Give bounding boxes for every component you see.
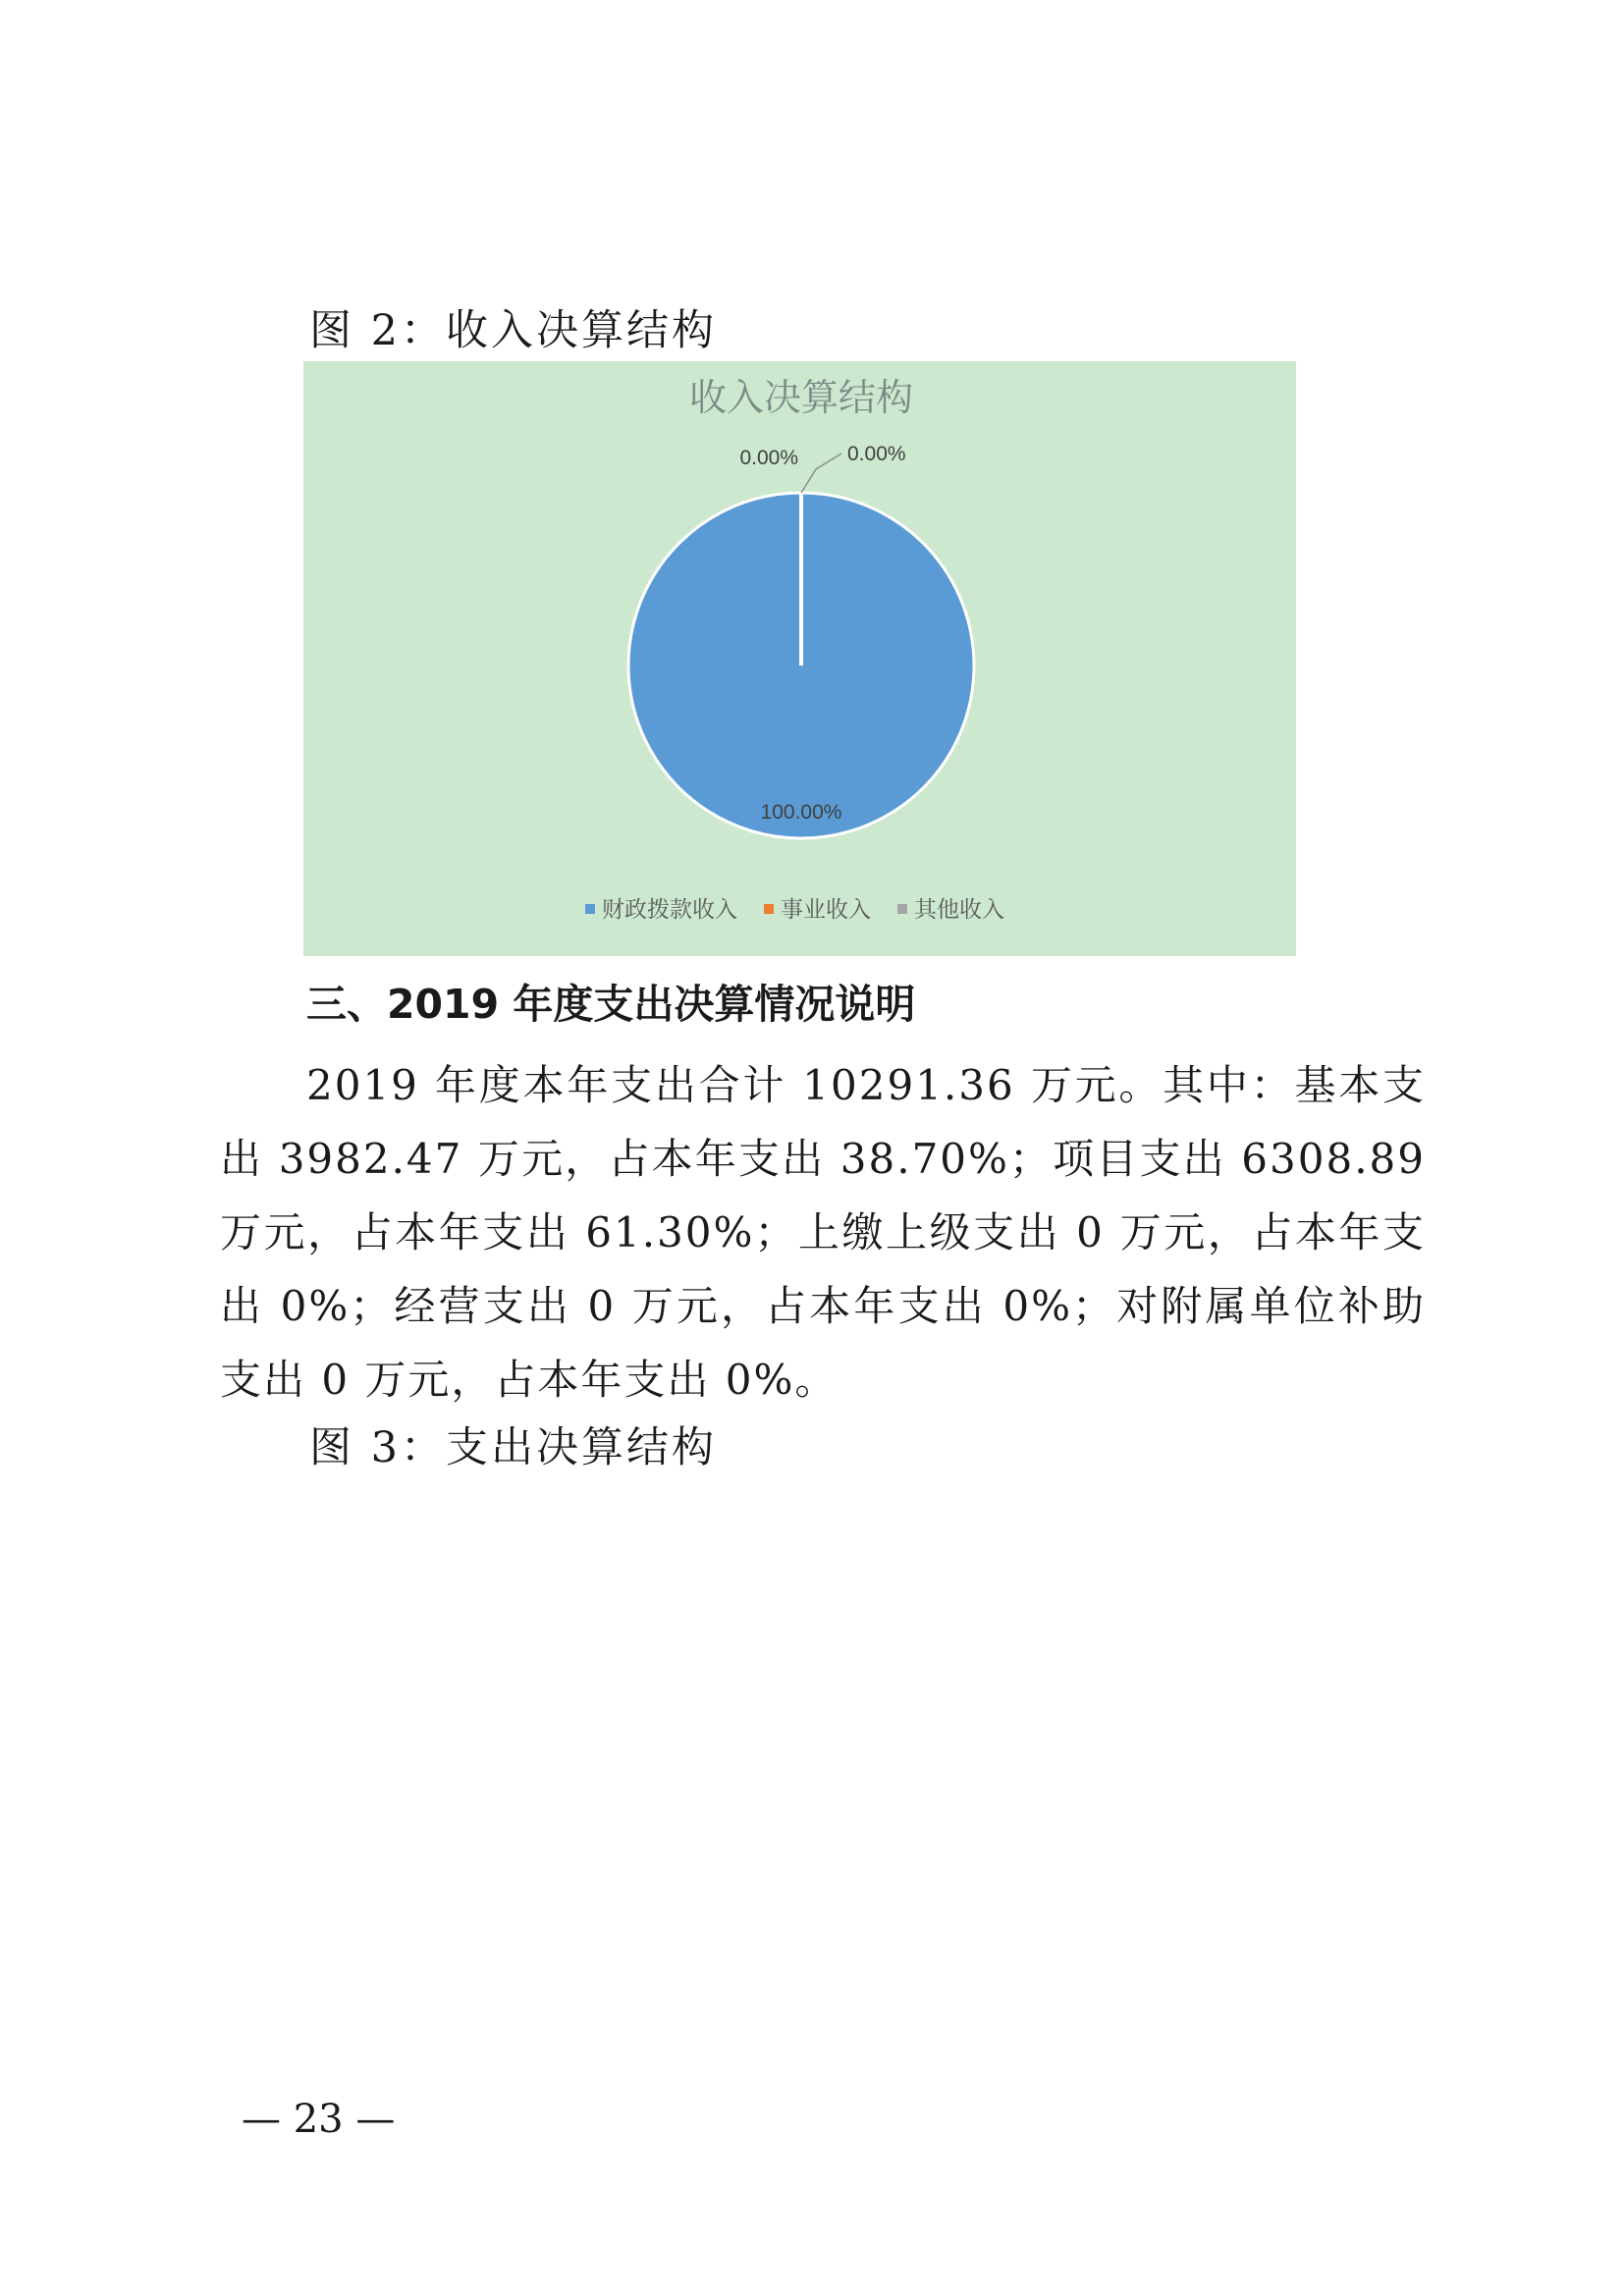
data-label-2: 0.00% bbox=[739, 447, 798, 469]
data-label-1: 100.00% bbox=[760, 801, 842, 824]
legend-swatch-3 bbox=[897, 904, 907, 914]
expenditure-paragraph: 2019 年度本年支出合计 10291.36 万元。其中：基本支出 3982.47 万元，占本年支出 38.70%；项目支出 6308.89 万元，占本年支出 61.30%；上缴上级支出 0 万元，占本年支出 0%；经营支出 0 万元，占本年支出 0%；对附属单位补助支出 0 万元，占本年支出 0%。 bbox=[220, 1061, 1426, 1404]
legend-label-3: 其他收入 bbox=[914, 897, 1004, 923]
chart-title: 收入决算结构 bbox=[688, 376, 914, 419]
pie-chart-svg bbox=[303, 361, 1296, 956]
page-number: — 23 — bbox=[242, 2097, 396, 2142]
legend-label-1: 财政拨款收入 bbox=[602, 897, 737, 923]
figure-3-caption: 图 3：支出决算结构 bbox=[309, 1423, 718, 1472]
pie-slices bbox=[628, 493, 974, 838]
legend-label-2: 事业收入 bbox=[781, 897, 871, 923]
income-structure-chart bbox=[303, 361, 1296, 956]
section-heading-expenditure: 三、2019 年度支出决算情况说明 bbox=[306, 981, 916, 1028]
chart-legend bbox=[585, 897, 1004, 923]
legend-swatch-2 bbox=[764, 904, 774, 914]
data-label-3: 0.00% bbox=[847, 443, 906, 465]
leader-line-1 bbox=[801, 469, 816, 493]
legend-swatch-1 bbox=[585, 904, 595, 914]
figure-2-caption: 图 2：收入决算结构 bbox=[309, 306, 718, 355]
leader-line-2 bbox=[816, 454, 841, 469]
